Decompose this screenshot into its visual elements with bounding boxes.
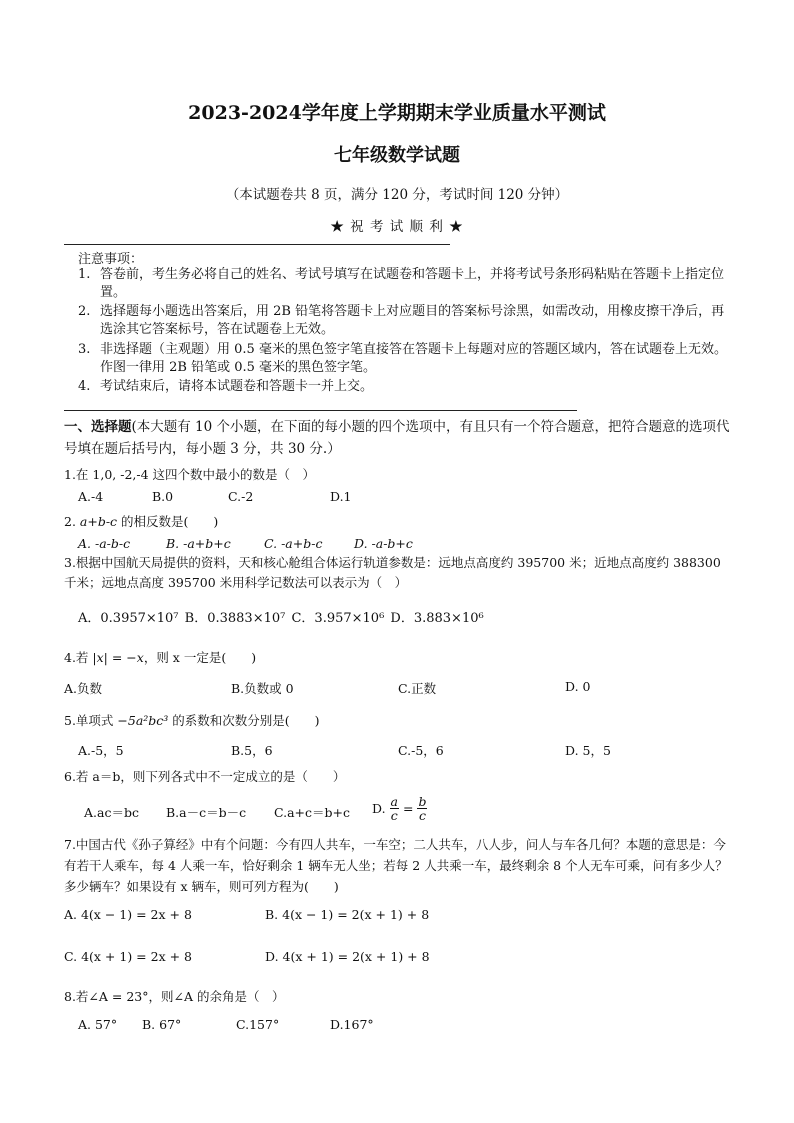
notice-item-text: 考试结束后，请将本试题卷和答题卡一并上交。 — [100, 379, 374, 394]
fraction-denominator: c — [418, 808, 426, 823]
notice-item — [78, 303, 728, 339]
notice-item-number: 4. — [78, 379, 91, 394]
q2-expression: a+b-c — [79, 514, 118, 529]
q1-option-c: C.-2 — [228, 489, 254, 504]
q8-option-c: C.157° — [236, 1017, 280, 1032]
notice-item — [78, 378, 728, 396]
q2-option-a: A. -a-b-c — [78, 536, 131, 551]
notice-item-text: 答卷前，考生务必将自己的姓名、考试号填写在试题卷和答题卡上，并将考试号条形码粘贴在答题卡上指定位置。 — [100, 267, 725, 300]
notice-item — [78, 341, 728, 377]
notice-item-number: 1. — [78, 267, 91, 282]
section-description: (本大题有 10 个小题，在下面的每小题的四个选项中，有且只有一个符合题意，把符合题意的选项代号填在题后括号内，每小题 3 分，共 30 分.） — [64, 419, 730, 457]
q8-option-d: D.167° — [330, 1017, 374, 1032]
q4-option-b: B.负数或 0 — [231, 681, 294, 696]
q7-option-b: B. 4(x − 1) = 2(x + 1) + 8 — [265, 907, 430, 922]
q2-option-b: B. -a+b+c — [166, 536, 231, 551]
q8-option-b: B. 67° — [142, 1017, 182, 1032]
q7-option-c: C. 4(x + 1) = 2x + 8 — [64, 949, 192, 964]
notice-item-number: 3. — [78, 342, 91, 357]
q7-option-a: A. 4(x − 1) = 2x + 8 — [64, 907, 192, 922]
q5-stem-prefix: 5.单项式 — [64, 713, 118, 728]
q6-fraction-right — [417, 795, 427, 822]
question-2-stem — [64, 512, 218, 530]
question-6-stem: 6.若 a＝b，则下列各式中不一定成立的是（ ） — [64, 769, 346, 784]
question-5-stem — [64, 711, 320, 729]
q1-option-b: B.0 — [152, 489, 174, 504]
q6-fraction-left — [390, 795, 399, 822]
notice-heading: 注意事项： — [78, 252, 144, 267]
question-7-stem: 7.中国古代《孙子算经》中有个问题：今有四人共车，一车空；二人共车，八人步，问人与车各几何？本题的意思是：今有若干人乘车，每 4 人乘一车，恰好剩余 1 辆车无人坐；若每 2 人共乘一车，最终剩余 8 个人无车可乘，问有多少人？多少辆车？如果设有 x 辆车，则可列方程为( ) — [64, 837, 728, 894]
q4-expression: |x| = −x — [92, 650, 144, 665]
fraction-numerator: b — [418, 794, 427, 809]
q1-option-d: D.1 — [330, 489, 352, 504]
q8-option-a: A. 57° — [78, 1017, 118, 1032]
q2-stem-suffix: 的相反数是( ) — [117, 514, 219, 529]
q7-option-d: D. 4(x + 1) = 2(x + 1) + 8 — [265, 949, 430, 964]
q4-option-d: D. 0 — [565, 679, 591, 694]
q6-option-c: C.a+c＝b+c — [274, 805, 350, 820]
q4-stem-prefix: 4.若 — [64, 650, 93, 665]
fraction-denominator: c — [390, 808, 398, 823]
section-choice-intro — [64, 416, 736, 460]
question-3-stem: 3.根据中国航天局提供的资料，天和核心舱组合体运行轨道参数是：远地点高度约 395700 米；近地点高度约 388300 千米；远地点高度 395700 米用科学记数法可以表示为（ ） — [64, 555, 721, 590]
q5-option-c: C.-5，6 — [398, 743, 444, 758]
q5-option-d: D. 5，5 — [565, 743, 611, 758]
notice-item-number: 2. — [78, 304, 91, 319]
q6-equals: = — [402, 801, 414, 816]
fraction-numerator: a — [390, 794, 398, 809]
divider-bottom — [64, 410, 577, 411]
notice-item — [78, 266, 728, 302]
exam-subtitle: 七年级数学试题 — [334, 145, 460, 166]
q1-option-a: A.-4 — [78, 489, 104, 504]
exam-title: 2023-2024学年度上学期期末学业质量水平测试 — [188, 102, 606, 124]
q3-options: A．0.3957×10⁷ B．0.3883×10⁷ C．3.957×10⁶ D．3.883×10⁶ — [78, 611, 484, 626]
q4-stem-suffix: ，则 x 一定是( ) — [143, 650, 257, 665]
q6-option-d-label: D. — [372, 801, 386, 816]
q6-option-a: A.ac＝bc — [84, 805, 139, 820]
q5-expression: −5a²bc³ — [117, 713, 169, 728]
q6-option-b: B.a－c＝b－c — [166, 805, 247, 820]
q5-stem-suffix: 的系数和次数分别是( ) — [168, 713, 320, 728]
q4-option-c: C.正数 — [398, 681, 437, 696]
q2-option-c: C. -a+b-c — [264, 536, 323, 551]
divider-top — [64, 244, 450, 245]
q6-option-d — [372, 795, 427, 822]
q5-option-a: A.-5，5 — [78, 743, 124, 758]
section-title: 一、选择题 — [64, 419, 132, 435]
good-luck-line: ★ 祝 考 试 顺 利 ★ — [330, 219, 464, 235]
question-1-stem: 1.在 1,0, -2,-4 这四个数中最小的数是（ ） — [64, 467, 316, 482]
question-4-stem — [64, 648, 256, 666]
question-8-stem: 8.若∠A = 23°，则∠A 的余角是（ ） — [64, 989, 285, 1004]
q2-option-d: D. -a-b+c — [354, 536, 413, 551]
q4-option-a: A.负数 — [64, 681, 103, 696]
q5-option-b: B.5，6 — [231, 743, 273, 758]
notice-item-text: 非选择题（主观题）用 0.5 毫米的黑色签字笔直接答在答题卡上每题对应的答题区域内，答在试题卷上无效。作图一律用 2B 铅笔或 0.5 毫米的黑色签字笔。 — [100, 342, 727, 375]
notice-item-text: 选择题每小题选出答案后，用 2B 铅笔将答题卡上对应题目的答案标号涂黑，如需改动，用橡皮擦干净后，再选涂其它答案标号，答在试题卷上无效。 — [100, 304, 725, 337]
q2-stem-prefix: 2. — [64, 514, 80, 529]
exam-info: （本试题卷共 8 页，满分 120 分，考试时间 120 分钟） — [225, 187, 569, 203]
